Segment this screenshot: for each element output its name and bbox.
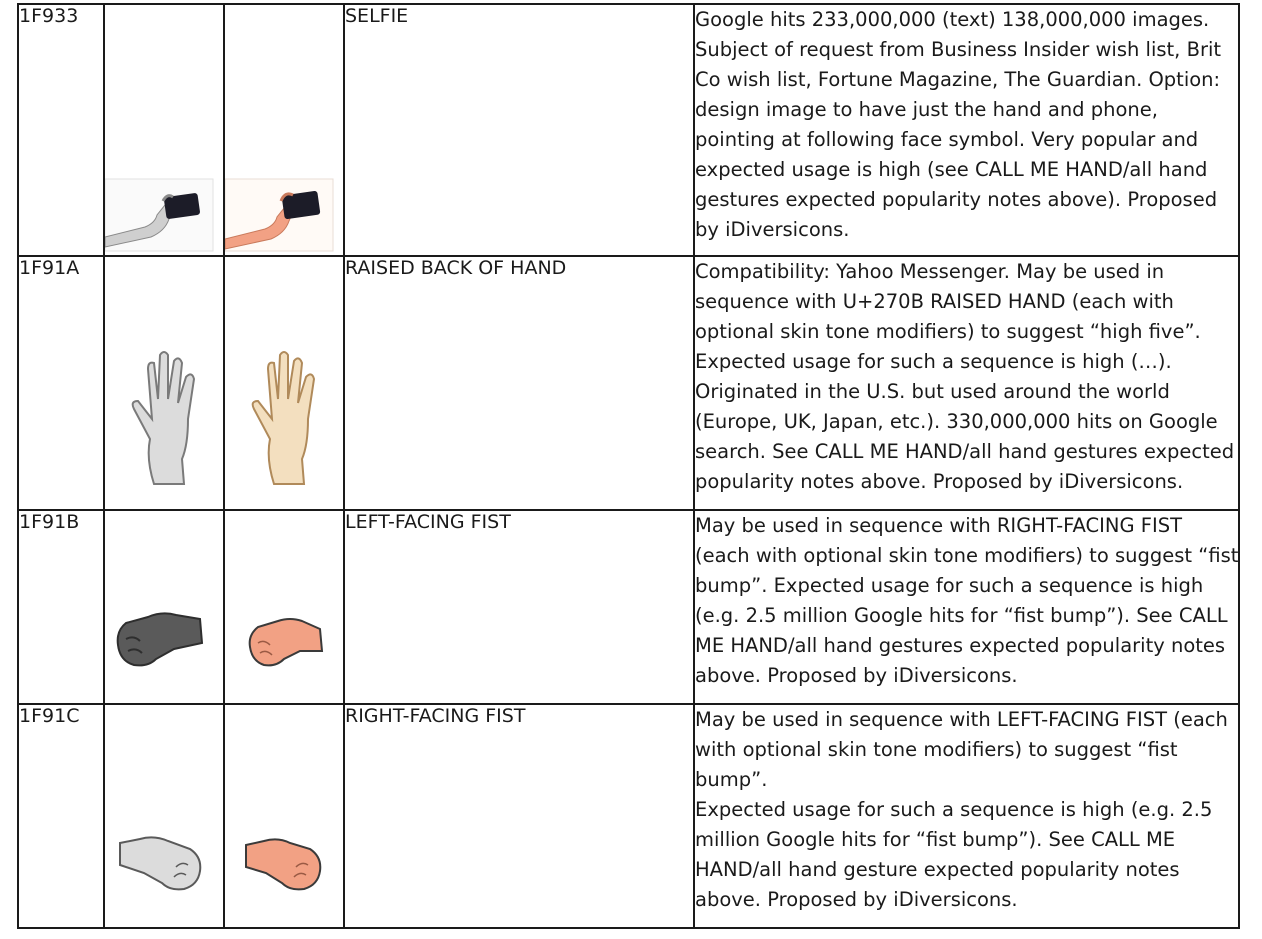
image-cell [224,4,344,256]
image-cell [104,256,224,510]
right-fist-color-image [244,831,324,895]
selfie-hand-color-image [225,175,335,255]
emoji-description: May be used in sequence with LEFT-FACING FIST (each with optional skin tone modifiers) to suggest “fist bump”. Expected usage for such a sequence is high (e.g. 2.5 million Google hits for “fist bump”). See CALL ME HAND/all hand gesture expected popularity notes above. Proposed by iDiversicons. [694,704,1239,928]
raised-hand-gray-image [124,349,204,489]
image-cell [104,704,224,928]
code-point: 1F91C [18,704,104,928]
image-cell [224,510,344,704]
table-row [18,4,1239,256]
emoji-name: LEFT-FACING FIST [344,510,694,704]
image-cell [224,704,344,928]
code-point: 1F91A [18,256,104,510]
selfie-hand-gray-image [105,175,215,255]
emoji-description: May be used in sequence with RIGHT-FACING FIST (each with optional skin tone modifiers) to suggest “fist bump”. Expected usage for such a sequence is high (e.g. 2.5 million Google hits for “fist bump”). See CALL ME HAND/all hand gestures expected popularity notes above. Proposed by iDiversicons. [694,510,1239,704]
image-cell [224,256,344,510]
emoji-name: SELFIE [344,4,694,256]
code-point: 1F91B [18,510,104,704]
table-row [18,510,1239,704]
code-point: 1F933 [18,4,104,256]
emoji-name: RIGHT-FACING FIST [344,704,694,928]
raised-hand-color-image [244,349,324,489]
emoji-description: Google hits 233,000,000 (text) 138,000,000 images. Subject of request from Business Insider wish list, Brit Co wish list, Fortune Magazine, The Guardian. Option: design image to have just the hand and phone, pointing at following face symbol. Very popular and expected usage is high (see CALL ME HAND/all hand gestures expected popularity notes above). Proposed by iDiversicons. [694,4,1239,256]
table-row [18,256,1239,510]
image-cell [104,4,224,256]
right-fist-gray-image [118,831,204,895]
emoji-description: Compatibility: Yahoo Messenger. May be used in sequence with U+270B RAISED HAND (each with optional skin tone modifiers) to suggest “high five”. Expected usage for such a sequence is high (…). Originated in the U.S. but used around the world (Europe, UK, Japan, etc.). 330,000,000 hits on Google search. See CALL ME HAND/all hand gestures expected popularity notes above. Proposed by iDiversicons. [694,256,1239,510]
left-fist-gray-image [114,609,204,673]
table-row [18,704,1239,928]
left-fist-color-image [244,611,324,675]
image-cell [104,510,224,704]
emoji-name: RAISED BACK OF HAND [344,256,694,510]
emoji-proposal-table [17,3,1240,929]
